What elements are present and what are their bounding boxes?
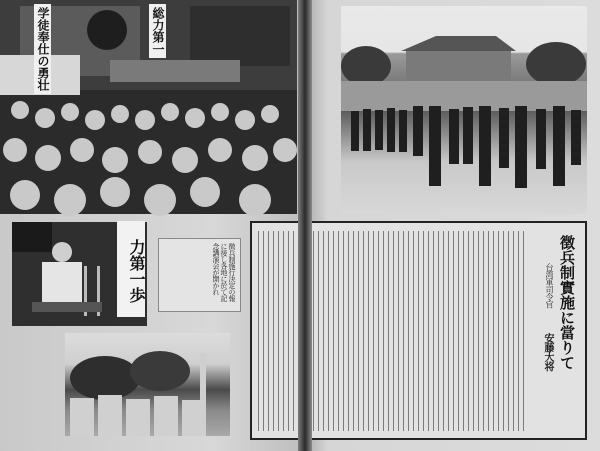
- trees-illustration: [65, 333, 230, 436]
- marching-soldiers-photo: [341, 6, 587, 214]
- caption-text: 徴兵制施行決定の報に接し各地に於て記念講演会が開かれ: [212, 243, 236, 302]
- assembly-hall-photo: [0, 0, 297, 214]
- slogan-sign: 力第一歩: [117, 221, 145, 317]
- author-title: 台湾軍司令官: [545, 263, 554, 308]
- article-title: 徴兵制實施に當りて: [558, 235, 576, 370]
- marching-illustration: [341, 6, 587, 214]
- book-gutter: [298, 0, 312, 451]
- trees-photo: [65, 333, 230, 436]
- banner-left: 学徒奉仕の勇壮: [34, 4, 51, 94]
- banner-right: 総力第一: [149, 4, 166, 58]
- side-column-text: [312, 8, 340, 208]
- caption-box: [158, 238, 241, 312]
- author-name: 安藤大将: [542, 333, 553, 371]
